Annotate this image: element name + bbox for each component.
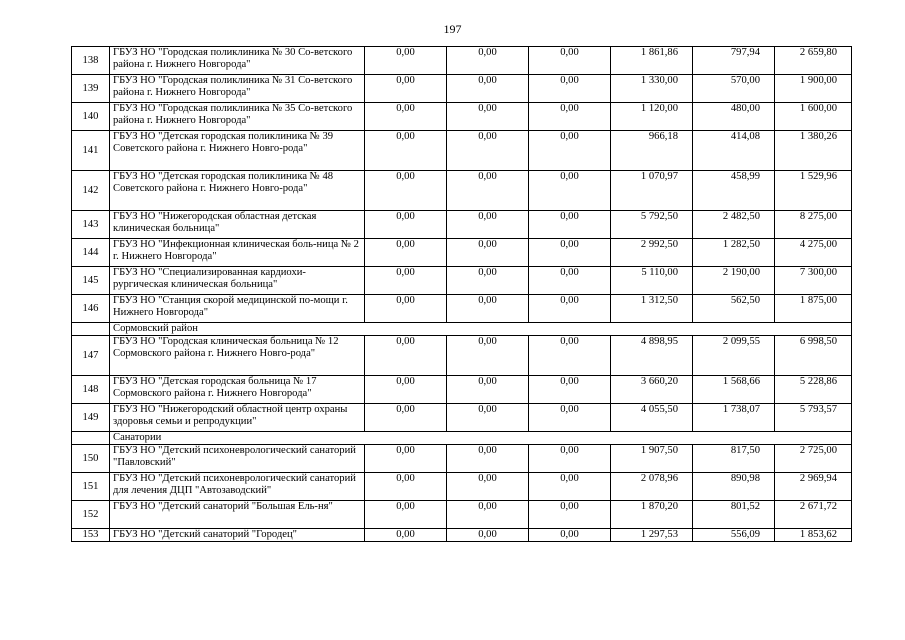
value-col-3: 0,00 [529, 267, 611, 295]
value-col-4: 4 898,95 [611, 336, 693, 376]
value-col-2: 0,00 [447, 239, 529, 267]
value-col-4: 4 055,50 [611, 404, 693, 432]
value-col-2: 0,00 [447, 445, 529, 473]
table-row [72, 267, 852, 295]
value-col-2: 0,00 [447, 376, 529, 404]
value-col-4: 2 078,96 [611, 473, 693, 501]
institution-name: ГБУЗ НО "Детская городская больница № 17 Сормовского района г. Нижнего Новгорода" [110, 376, 365, 404]
row-number: 142 [72, 171, 110, 211]
row-number: 141 [72, 131, 110, 171]
value-col-2: 0,00 [447, 103, 529, 131]
section-number-cell [72, 432, 110, 445]
row-number: 149 [72, 404, 110, 432]
value-col-4: 5 110,00 [611, 267, 693, 295]
value-col-4: 1 870,20 [611, 501, 693, 529]
value-col-6: 1 600,00 [775, 103, 852, 131]
value-col-4: 5 792,50 [611, 211, 693, 239]
value-col-1: 0,00 [365, 211, 447, 239]
value-col-5: 2 482,50 [693, 211, 775, 239]
value-col-5: 2 190,00 [693, 267, 775, 295]
value-col-1: 0,00 [365, 404, 447, 432]
section-title: Сормовский район [110, 323, 852, 336]
value-col-6: 5 228,86 [775, 376, 852, 404]
institution-name: ГБУЗ НО "Детский санаторий "Большая Ель-ня" [110, 501, 365, 529]
section-row [72, 323, 852, 336]
value-col-1: 0,00 [365, 103, 447, 131]
value-col-1: 0,00 [365, 171, 447, 211]
value-col-2: 0,00 [447, 473, 529, 501]
table-body [72, 47, 852, 542]
table-row [72, 376, 852, 404]
value-col-4: 1 312,50 [611, 295, 693, 323]
value-col-3: 0,00 [529, 47, 611, 75]
institution-name: ГБУЗ НО "Городская поликлиника № 35 Со-ветского района г. Нижнего Новгорода" [110, 103, 365, 131]
institution-name: ГБУЗ НО "Детский санаторий "Городец" [110, 529, 365, 542]
value-col-2: 0,00 [447, 336, 529, 376]
institution-name: ГБУЗ НО "Детская городская поликлиника № 48 Советского района г. Нижнего Новго-рода" [110, 171, 365, 211]
value-col-3: 0,00 [529, 529, 611, 542]
value-col-1: 0,00 [365, 75, 447, 103]
table-row [72, 171, 852, 211]
row-number: 150 [72, 445, 110, 473]
value-col-5: 1 568,66 [693, 376, 775, 404]
institution-name: ГБУЗ НО "Специализированная кардиохи-рургическая клиническая больница" [110, 267, 365, 295]
value-col-4: 3 660,20 [611, 376, 693, 404]
value-col-6: 4 275,00 [775, 239, 852, 267]
value-col-2: 0,00 [447, 131, 529, 171]
value-col-6: 7 300,00 [775, 267, 852, 295]
budget-table [71, 46, 852, 542]
institution-name: ГБУЗ НО "Нижегородская областная детская клиническая больница" [110, 211, 365, 239]
value-col-6: 2 659,80 [775, 47, 852, 75]
institution-name: ГБУЗ НО "Городская клиническая больница № 12 Сормовского района г. Нижнего Новго-рода" [110, 336, 365, 376]
value-col-6: 6 998,50 [775, 336, 852, 376]
value-col-4: 1 297,53 [611, 529, 693, 542]
value-col-1: 0,00 [365, 47, 447, 75]
table-row [72, 336, 852, 376]
value-col-6: 2 725,00 [775, 445, 852, 473]
value-col-5: 2 099,55 [693, 336, 775, 376]
table-row [72, 239, 852, 267]
institution-name: ГБУЗ НО "Городская поликлиника № 31 Со-ветского района г. Нижнего Новгорода" [110, 75, 365, 103]
value-col-4: 1 120,00 [611, 103, 693, 131]
value-col-1: 0,00 [365, 239, 447, 267]
table-row [72, 501, 852, 529]
value-col-5: 817,50 [693, 445, 775, 473]
value-col-6: 1 875,00 [775, 295, 852, 323]
value-col-3: 0,00 [529, 445, 611, 473]
institution-name: ГБУЗ НО "Нижегородский областной центр охраны здоровья семьи и репродукции" [110, 404, 365, 432]
value-col-1: 0,00 [365, 131, 447, 171]
institution-name: ГБУЗ НО "Инфекционная клиническая боль-ница № 2 г. Нижнего Новгорода" [110, 239, 365, 267]
value-col-3: 0,00 [529, 473, 611, 501]
value-col-5: 1 282,50 [693, 239, 775, 267]
value-col-1: 0,00 [365, 445, 447, 473]
row-number: 147 [72, 336, 110, 376]
section-number-cell [72, 323, 110, 336]
value-col-6: 1 529,96 [775, 171, 852, 211]
institution-name: ГБУЗ НО "Городская поликлиника № 30 Со-ветского района г. Нижнего Новгорода" [110, 47, 365, 75]
value-col-5: 562,50 [693, 295, 775, 323]
value-col-2: 0,00 [447, 75, 529, 103]
value-col-2: 0,00 [447, 267, 529, 295]
value-col-3: 0,00 [529, 211, 611, 239]
value-col-4: 1 907,50 [611, 445, 693, 473]
value-col-5: 890,98 [693, 473, 775, 501]
value-col-1: 0,00 [365, 501, 447, 529]
value-col-1: 0,00 [365, 376, 447, 404]
institution-name: ГБУЗ НО "Детский психоневрологический санаторий для лечения ДЦП "Автозаводский" [110, 473, 365, 501]
value-col-2: 0,00 [447, 211, 529, 239]
value-col-2: 0,00 [447, 295, 529, 323]
value-col-2: 0,00 [447, 404, 529, 432]
value-col-6: 8 275,00 [775, 211, 852, 239]
value-col-1: 0,00 [365, 473, 447, 501]
value-col-3: 0,00 [529, 239, 611, 267]
value-col-6: 1 380,26 [775, 131, 852, 171]
institution-name: ГБУЗ НО "Детская городская поликлиника № 39 Советского района г. Нижнего Новго-рода" [110, 131, 365, 171]
table-row [72, 47, 852, 75]
table-row [72, 131, 852, 171]
value-col-4: 966,18 [611, 131, 693, 171]
value-col-5: 414,08 [693, 131, 775, 171]
value-col-3: 0,00 [529, 404, 611, 432]
page-number: 197 [443, 22, 462, 36]
value-col-1: 0,00 [365, 295, 447, 323]
row-number: 140 [72, 103, 110, 131]
value-col-2: 0,00 [447, 501, 529, 529]
value-col-1: 0,00 [365, 529, 447, 542]
row-number: 153 [72, 529, 110, 542]
row-number: 143 [72, 211, 110, 239]
row-number: 139 [72, 75, 110, 103]
value-col-1: 0,00 [365, 267, 447, 295]
value-col-2: 0,00 [447, 171, 529, 211]
row-number: 144 [72, 239, 110, 267]
value-col-5: 480,00 [693, 103, 775, 131]
value-col-6: 2 969,94 [775, 473, 852, 501]
table-row [72, 529, 852, 542]
value-col-4: 1 861,86 [611, 47, 693, 75]
table-row [72, 295, 852, 323]
value-col-6: 1 900,00 [775, 75, 852, 103]
section-row [72, 432, 852, 445]
value-col-2: 0,00 [447, 47, 529, 75]
value-col-6: 2 671,72 [775, 501, 852, 529]
row-number: 138 [72, 47, 110, 75]
row-number: 145 [72, 267, 110, 295]
value-col-3: 0,00 [529, 171, 611, 211]
value-col-4: 2 992,50 [611, 239, 693, 267]
value-col-6: 5 793,57 [775, 404, 852, 432]
row-number: 148 [72, 376, 110, 404]
value-col-3: 0,00 [529, 75, 611, 103]
table-row [72, 211, 852, 239]
section-title: Санатории [110, 432, 852, 445]
value-col-1: 0,00 [365, 336, 447, 376]
row-number: 151 [72, 473, 110, 501]
value-col-5: 570,00 [693, 75, 775, 103]
table-row [72, 473, 852, 501]
value-col-3: 0,00 [529, 103, 611, 131]
value-col-2: 0,00 [447, 529, 529, 542]
value-col-3: 0,00 [529, 336, 611, 376]
row-number: 152 [72, 501, 110, 529]
row-number: 146 [72, 295, 110, 323]
value-col-3: 0,00 [529, 501, 611, 529]
institution-name: ГБУЗ НО "Станция скорой медицинской по-мощи г. Нижнего Новгорода" [110, 295, 365, 323]
value-col-5: 797,94 [693, 47, 775, 75]
value-col-5: 556,09 [693, 529, 775, 542]
table-row [72, 445, 852, 473]
value-col-5: 458,99 [693, 171, 775, 211]
value-col-4: 1 330,00 [611, 75, 693, 103]
value-col-5: 801,52 [693, 501, 775, 529]
value-col-3: 0,00 [529, 295, 611, 323]
value-col-4: 1 070,97 [611, 171, 693, 211]
institution-name: ГБУЗ НО "Детский психоневрологический санаторий "Павловский" [110, 445, 365, 473]
value-col-5: 1 738,07 [693, 404, 775, 432]
value-col-6: 1 853,62 [775, 529, 852, 542]
table-row [72, 75, 852, 103]
table-row [72, 404, 852, 432]
value-col-3: 0,00 [529, 131, 611, 171]
value-col-3: 0,00 [529, 376, 611, 404]
table-row [72, 103, 852, 131]
